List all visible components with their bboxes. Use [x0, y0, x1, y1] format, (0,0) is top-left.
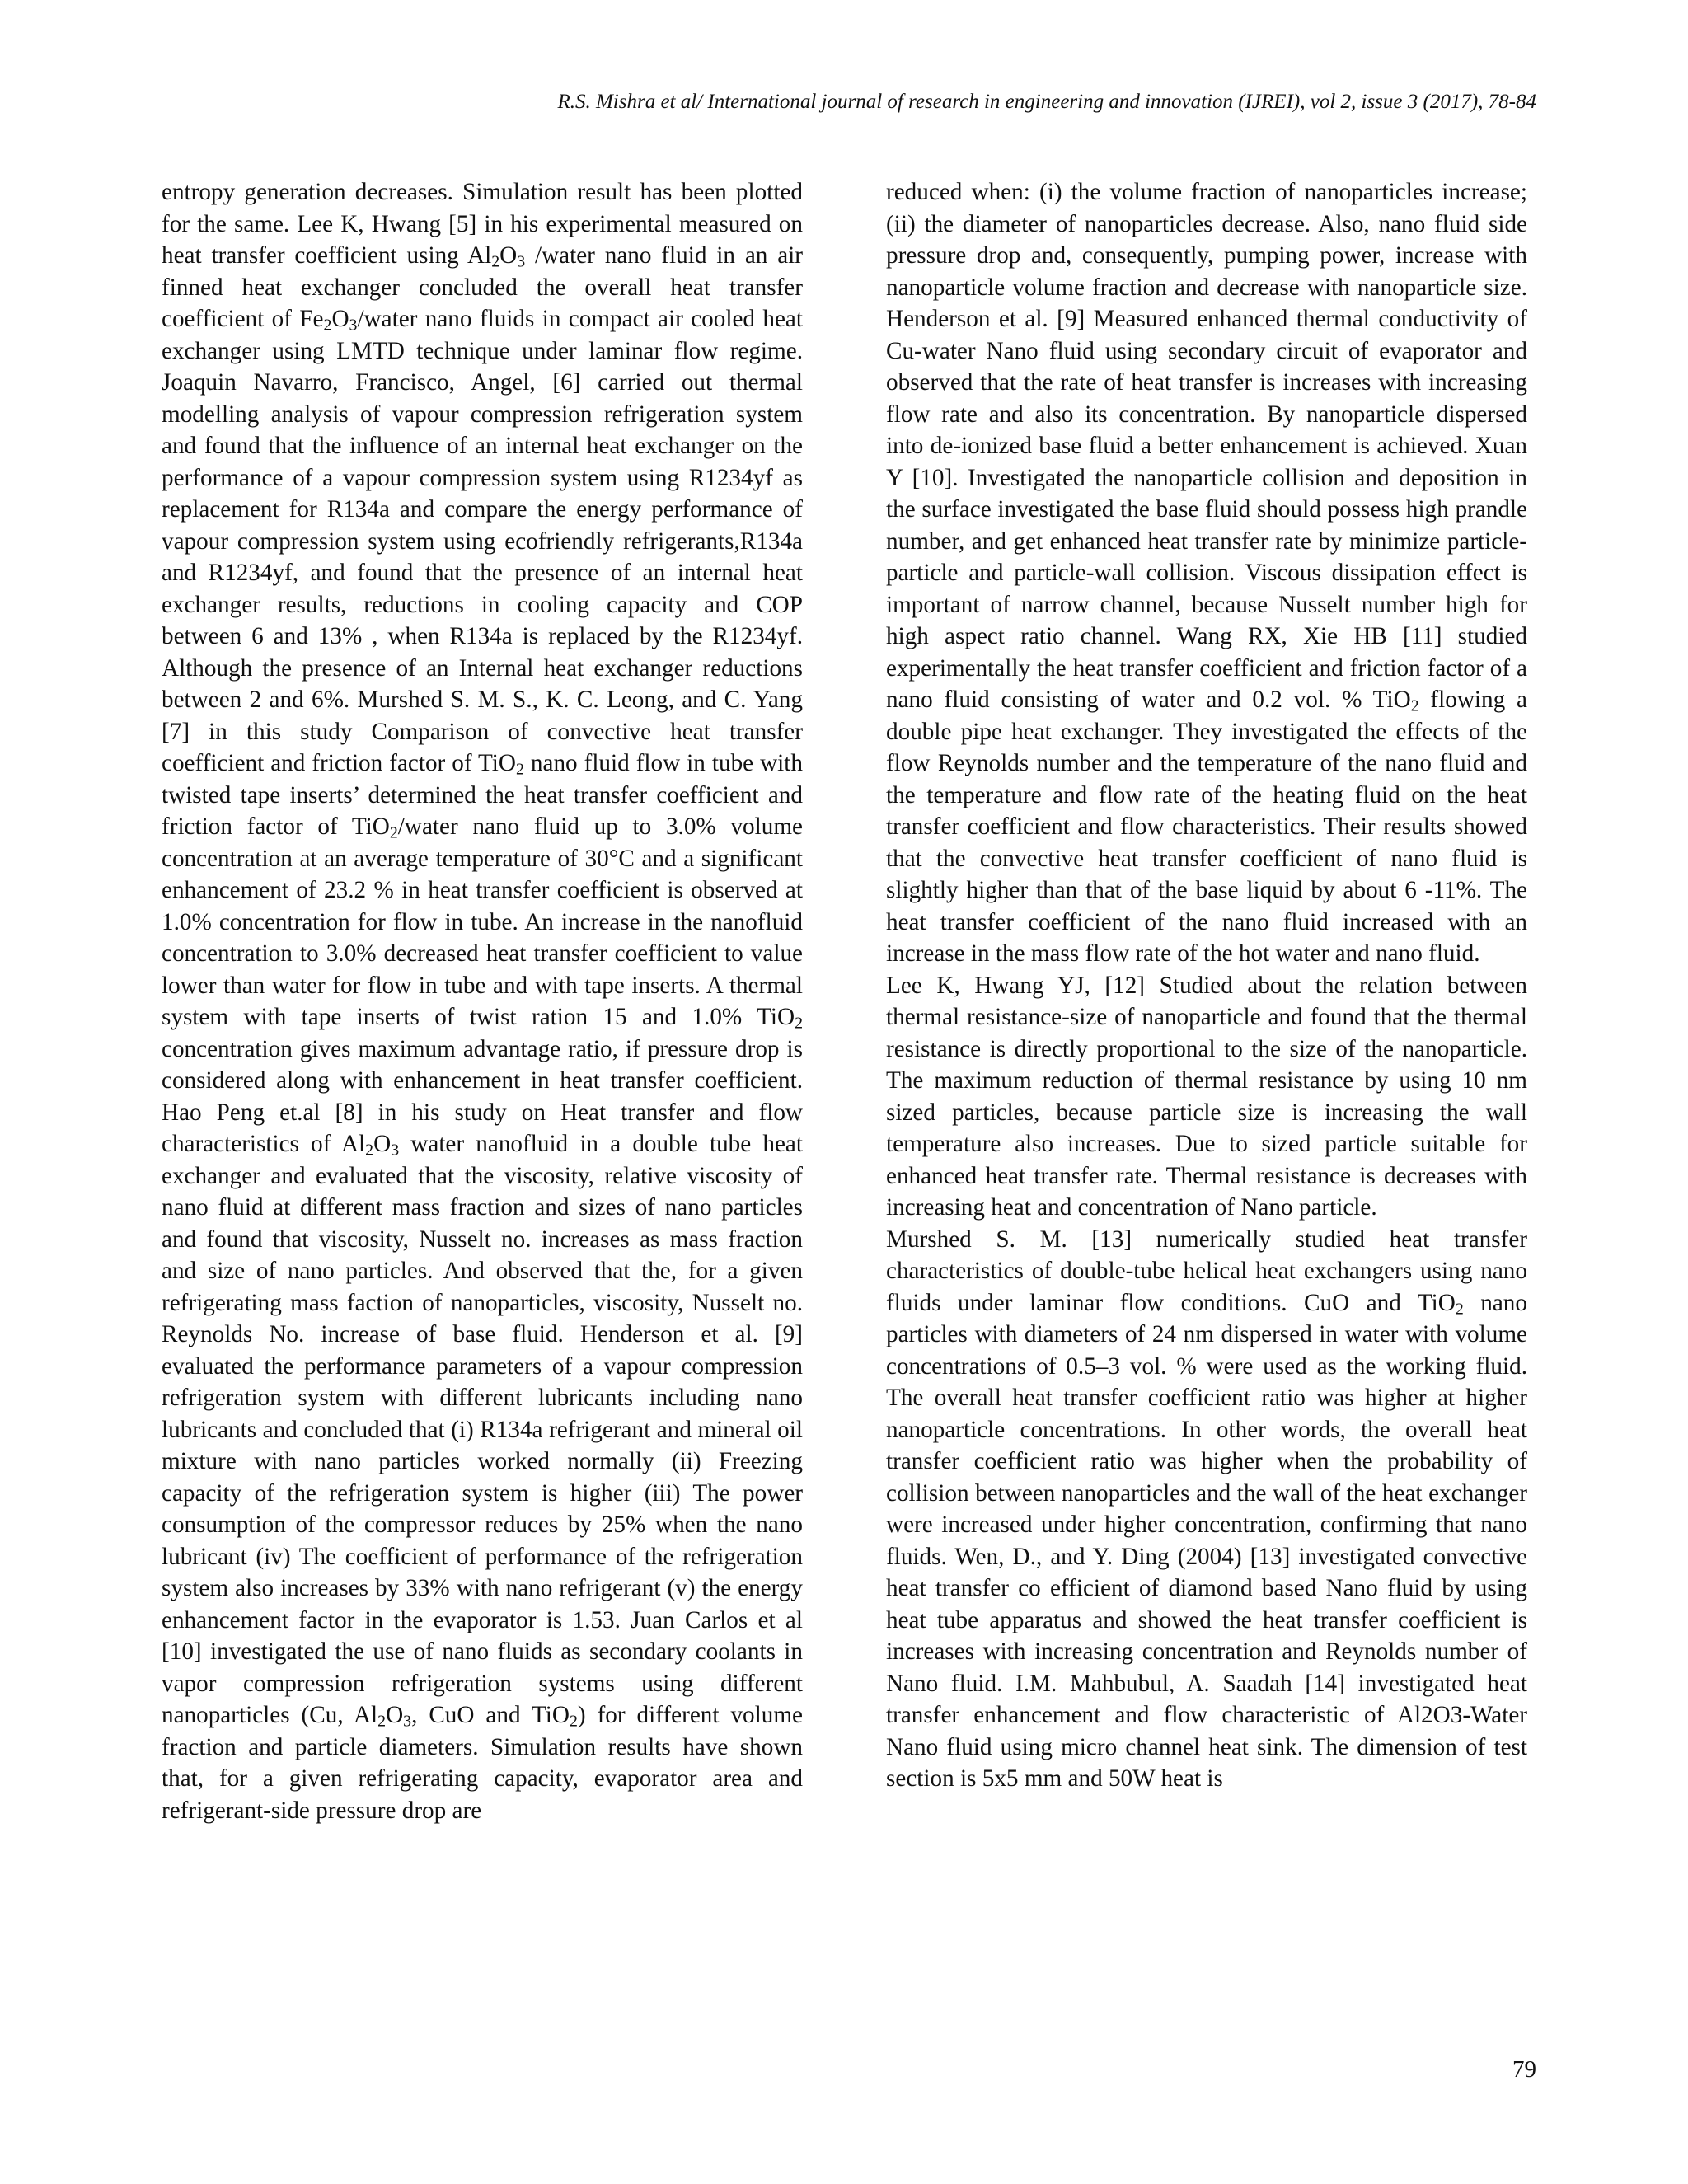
text-run: nano particles with diameters of 24 nm dispersed in water with volume concentrations of 0.5–3 vol. % were used as the working fluid. The overall heat transfer coefficient ratio was higher at higher nanoparticle concentrations. In other words, the overall heat transfer coefficient ratio was higher when the probability of collision between nanoparticles and the wall of the heat exchanger were increased under higher concentration, confirming that nano fluids. Wen, D., and Y. Ding (2004) [13] investigated convective heat transfer co efficient of diamond based Nano fluid by using heat tube apparatus and showed the heat transfer coefficient is increases with increasing concentration and Reynolds number of Nano fluid. I.M. Mahbubul, A. Saadah [14] investigated heat transfer enhancement and flow characteristic of Al2O3-Water Nano fluid using micro channel heat sink. The dimension of test section is 5x5 mm and 50W heat is	[886, 1289, 1527, 1792]
text-run: /water nano fluids in compact air cooled heat exchanger using LMTD technique under laminar flow regime. Joaquin Navarro, Francisco, Angel, [6] carried out thermal modelling analysis of vapour compression refrigeration system and found that the influence of an internal heat exchanger on the performance of a vapour compression system using R1234yf as replacement for R134a and compare the energy performance of vapour compression system using ecofriendly refrigerants,R134a and R1234yf, and found that the presence of an internal heat exchanger results, reductions in cooling capacity and COP between 6 and 13% , when R134a is replaced by the R1234yf. Although the presence of an Internal heat exchanger reductions between 2 and 6%. Murshed S. M. S., K. C. Leong, and C. Yang [7] in this study Comparison of convective heat transfer coefficient and friction factor of TiO	[162, 306, 803, 776]
text-run: , CuO and TiO	[411, 1702, 570, 1728]
text-run: entropy generation decreases. Simulation result has been plotted for the same. Lee K, Hwang [5] in his experimental measured on heat transfer coefficient using Al	[162, 179, 803, 269]
subscript: 2	[323, 316, 332, 335]
subscript: 3	[403, 1712, 412, 1731]
subscript: 2	[795, 1014, 803, 1033]
subscript: 2	[389, 823, 398, 842]
page-number: 79	[1512, 2056, 1536, 2083]
text-run: O	[373, 1131, 392, 1157]
body-paragraph	[886, 1224, 1527, 1795]
text-run: ) for different volume fraction and particle diameters. Simulation results have shown that, for a given refrigerating capacity, evaporator area and refrigerant-side pressure drop are	[162, 1702, 803, 1824]
text-run: water nanofluid in a double tube heat exchanger and evaluated that the viscosity, relative viscosity of nano fluid at different mass fraction and sizes of nano particles and found that viscosity, Nusselt no. increases as mass fraction and size of nano particles. And observed that the, for a given refrigerating mass faction of nanoparticles, viscosity, Nusselt no. Reynolds No. increase of base fluid. Henderson et al. [9] evaluated the performance parameters of a vapour compression refrigeration system with different lubricants including nano lubricants and concluded that (i) R134a refrigerant and mineral oil mixture with nano particles worked normally (ii) Freezing capacity of the refrigeration system is higher (iii) The power consumption of the compressor reduces by 25% when the nano lubricant (iv) The coefficient of performance of the refrigeration system also increases by 33% with nano refrigerant (v) the energy enhancement factor in the evaporator is 1.53. Juan Carlos et al [10] investigated the use of nano fluids as secondary coolants in vapor compression refrigeration systems using different nanoparticles (Cu, Al	[162, 1131, 804, 1728]
text-run: Lee K, Hwang YJ, [12] Studied about the relation between thermal resistance-size of nanoparticle and found that the thermal resistance is directly proportional to the size of the nanoparticle. The maximum reduction of thermal resistance by using 10 nm sized particles, because particle size is increasing the wall temperature also increases. Due to sized particle suitable for enhanced heat transfer rate. Thermal resistance is decreases with increasing heat and concentration of Nano particle.	[886, 972, 1527, 1221]
subscript: 2	[365, 1141, 374, 1160]
text-run: reduced when: (i) the volume fraction of nanoparticles increase; (ii) the diameter of nanoparticles decrease. Also, nano fluid side pressure drop and, consequently, pumping power, increase with nanoparticle volume fraction and decrease with nanoparticle size. Henderson et al. [9] Measured enhanced thermal conductivity of Cu-water Nano fluid using secondary circuit of evaporator and observed that the rate of heat transfer is increases with increasing flow rate and also its concentration. By nanoparticle dispersed into de-ionized base fluid a better enhancement is achieved. Xuan Y [10]. Investigated the nanoparticle collision and deposition in the surface investigated the base fluid should possess high prandle number, and get enhanced heat transfer rate by minimize particle-particle and particle-wall collision. Viscous dissipation effect is important of narrow channel, because Nusselt number high for high aspect ratio channel. Wang RX, Xie HB [11] studied experimentally the heat transfer coefficient and friction factor of a nano fluid consisting of water and 0.2 vol. % TiO	[886, 179, 1527, 713]
body-paragraph	[162, 176, 803, 1826]
subscript: 2	[516, 760, 524, 779]
body-paragraph	[886, 176, 1527, 970]
right-column	[886, 176, 1527, 1795]
subscript: 2	[1455, 1299, 1464, 1318]
subscript: 2	[1410, 696, 1419, 715]
text-run: Murshed S. M. [13] numerically studied heat transfer characteristics of double-tube helical heat exchangers using nano fluids under laminar flow conditions. CuO and TiO	[886, 1226, 1527, 1316]
text-run: /water nano fluid up to 3.0% volume concentration at an average temperature of 30°C and a significant enhancement of 23.2 % in heat transfer coefficient is observed at 1.0% concentration for flow in tube. An increase in the nanofluid concentration to 3.0% decreased heat transfer coefficient to value lower than water for flow in tube and with tape inserts. A thermal system with tape inserts of twist ration 15 and 1.0% TiO	[162, 813, 803, 1030]
subscript: 2	[491, 252, 500, 271]
subscript: 3	[391, 1141, 400, 1160]
text-run: O	[499, 242, 518, 269]
left-column	[162, 176, 803, 1826]
text-run: concentration gives maximum advantage ratio, if pressure drop is considered along with enhancement in heat transfer coefficient. Hao Peng et.al [8] in his study on Heat transfer and flow characteristics of Al	[162, 1035, 803, 1157]
text-run: nano fluid flow in tube with twisted tape inserts’ determined the heat transfer coefficient and friction factor of TiO	[162, 750, 803, 840]
subscript: 3	[517, 252, 526, 271]
subscript: 2	[569, 1712, 578, 1731]
text-run: O	[386, 1702, 404, 1728]
body-paragraph	[886, 970, 1527, 1224]
running-header: R.S. Mishra et al/ International journal of research in engineering and innovation (IJREI), vol 2, issue 3 (2017), 78-84	[557, 91, 1536, 113]
subscript: 2	[377, 1712, 387, 1731]
text-run: O	[331, 306, 349, 332]
text-run: flowing a double pipe heat exchanger. They investigated the effects of the flow Reynolds number and the temperature of the nano fluid and the temperature and flow rate of the heating fluid on the heat transfer coefficient and flow characteristics. Their results showed that the convective heat transfer coefficient of nano fluid is slightly higher than that of the base liquid by about 6 -11%. The heat transfer coefficient of the nano fluid increased with an increase in the mass flow rate of the hot water and nano fluid.	[886, 687, 1527, 967]
text-run: /water nano fluid in an air finned heat exchanger concluded the overall heat transfer coefficient of Fe	[162, 242, 803, 332]
subscript: 3	[349, 316, 358, 335]
